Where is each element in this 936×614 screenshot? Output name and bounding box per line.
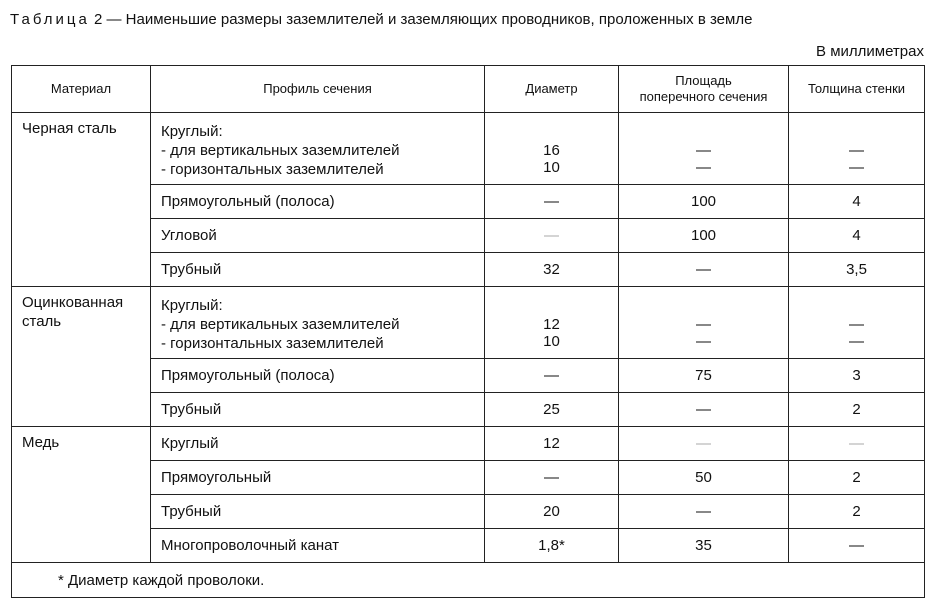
- wall-cell: 2: [789, 495, 925, 529]
- diameter-cell: —: [485, 461, 619, 495]
- profile-cell: Прямоугольный: [151, 461, 485, 495]
- diameter-cell: 32: [485, 253, 619, 287]
- area-cell: 100: [619, 185, 789, 219]
- header-row: [12, 66, 925, 113]
- header-material: Материал: [12, 66, 151, 113]
- value-line: [789, 125, 924, 142]
- value-line: —: [849, 333, 864, 350]
- diameter-cell: [485, 287, 619, 359]
- header-area-line1: Площадь: [675, 73, 732, 88]
- wall-cell: 3,5: [789, 253, 925, 287]
- value-line: —: [849, 142, 864, 159]
- profile-cell: [151, 287, 485, 359]
- value-line: —: [849, 159, 864, 176]
- diameter-cell: 20: [485, 495, 619, 529]
- profile-line: Круглый:: [161, 123, 223, 140]
- value-line: —: [849, 316, 864, 333]
- wall-cell: 2: [789, 393, 925, 427]
- area-cell: 50: [619, 461, 789, 495]
- units-label: В миллиметрах: [816, 43, 924, 60]
- diameter-cell: —: [485, 359, 619, 393]
- value-line: 10: [543, 159, 560, 176]
- caption-text: 2 — Наименьшие размеры заземлителей и заземляющих проводников, проложенных в земле: [94, 11, 753, 28]
- profile-cell: [151, 113, 485, 185]
- area-cell: —: [619, 393, 789, 427]
- diameter-cell: —: [485, 185, 619, 219]
- header-diameter: Диаметр: [485, 66, 619, 113]
- profile-cell: Трубный: [151, 495, 485, 529]
- header-wall: Толщина стенки: [789, 66, 925, 113]
- table-row: [12, 287, 925, 359]
- header-area-line2: поперечного сечения: [639, 89, 768, 104]
- wall-cell: 4: [789, 219, 925, 253]
- wall-cell: 4: [789, 185, 925, 219]
- profile-line: - горизонтальных заземлителей: [161, 161, 384, 178]
- table-row: [12, 113, 925, 185]
- area-cell: —: [619, 427, 789, 461]
- profile-cell: Многопроволочный канат: [151, 529, 485, 563]
- header-profile: Профиль сечения: [151, 66, 485, 113]
- profile-cell: Угловой: [151, 219, 485, 253]
- profile-line: - для вертикальных заземлителей: [161, 142, 400, 159]
- area-cell: —: [619, 495, 789, 529]
- profile-cell: Трубный: [151, 393, 485, 427]
- footnote-row: [12, 563, 925, 598]
- caption-label: Таблица: [10, 11, 90, 28]
- wall-cell: 2: [789, 461, 925, 495]
- diameter-cell: 1,8*: [485, 529, 619, 563]
- profile-cell: Прямоугольный (полоса): [151, 359, 485, 393]
- diameter-cell: 25: [485, 393, 619, 427]
- value-line: [485, 299, 618, 316]
- profile-line: - для вертикальных заземлителей: [161, 316, 400, 333]
- table-caption: [10, 11, 752, 28]
- value-line: —: [696, 159, 711, 176]
- material-line: Оцинкованная: [22, 294, 124, 311]
- area-cell: —: [619, 253, 789, 287]
- material-cell: [12, 287, 151, 427]
- value-line: 10: [543, 333, 560, 350]
- value-line: [485, 125, 618, 142]
- material-cell: Черная сталь: [12, 113, 151, 287]
- value-line: —: [696, 142, 711, 159]
- profile-cell: Прямоугольный (полоса): [151, 185, 485, 219]
- value-line: —: [696, 333, 711, 350]
- value-line: —: [696, 316, 711, 333]
- profile-line: Круглый:: [161, 297, 223, 314]
- diameter-cell: [485, 113, 619, 185]
- value-line: 12: [543, 316, 560, 333]
- material-line: сталь: [22, 313, 62, 330]
- area-cell: 35: [619, 529, 789, 563]
- diameter-cell: 12: [485, 427, 619, 461]
- profile-cell: Круглый: [151, 427, 485, 461]
- area-cell: 100: [619, 219, 789, 253]
- wall-cell: [789, 113, 925, 185]
- grounding-table: [11, 65, 925, 598]
- table-row: [12, 427, 925, 461]
- area-cell: [619, 287, 789, 359]
- header-area: [619, 66, 789, 113]
- value-line: 16: [543, 142, 560, 159]
- value-line: [619, 125, 788, 142]
- value-line: [619, 299, 788, 316]
- wall-cell: —: [789, 529, 925, 563]
- diameter-cell: —: [485, 219, 619, 253]
- wall-cell: 3: [789, 359, 925, 393]
- area-cell: [619, 113, 789, 185]
- profile-line: - горизонтальных заземлителей: [161, 335, 384, 352]
- footnote: * Диаметр каждой проволоки.: [12, 563, 925, 598]
- material-cell: Медь: [12, 427, 151, 563]
- wall-cell: [789, 287, 925, 359]
- profile-cell: Трубный: [151, 253, 485, 287]
- wall-cell: —: [789, 427, 925, 461]
- area-cell: 75: [619, 359, 789, 393]
- value-line: [789, 299, 924, 316]
